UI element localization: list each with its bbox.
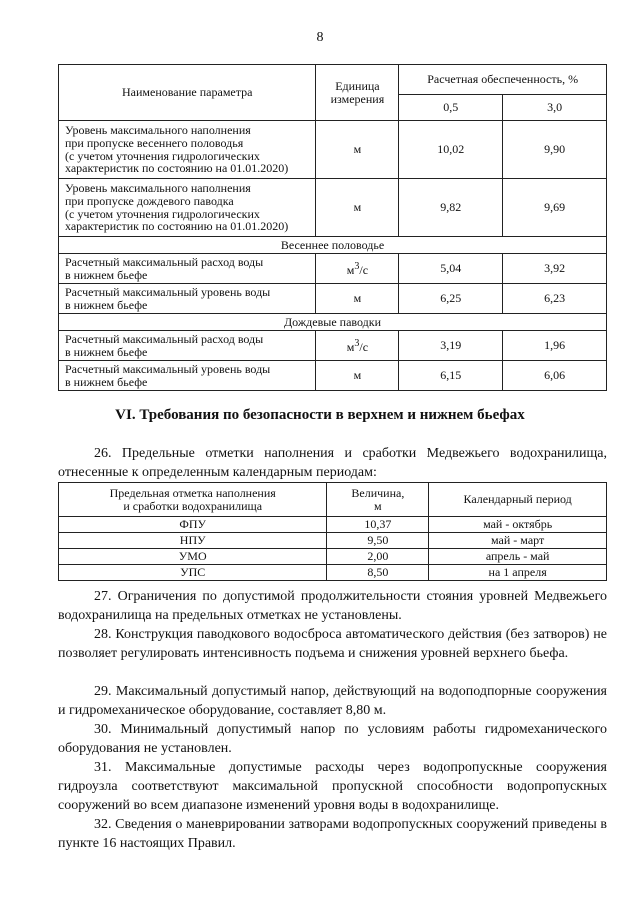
table-row [59, 179, 607, 237]
value-cell: 9,90 [503, 121, 607, 179]
table-row [59, 254, 607, 284]
paragraph-31: 31. Максимальные допустимые расходы через водопропускные сооружения гидроузла соответствуют максимальной пропускной способности водопропускных сооружений во всем диапазоне изменений уровня воды в водохранилище. [58, 760, 607, 813]
unit-cell: $м^3/с$ [316, 331, 399, 361]
table-row [59, 565, 607, 581]
param-name: Расчетный максимальный расход воды в нижнем бьефе [59, 331, 316, 361]
value-cell: 6,15 [399, 361, 503, 391]
mark-cell: ФПУ [59, 517, 327, 533]
value-cell: 10,02 [399, 121, 503, 179]
mark-cell: УМО [59, 549, 327, 565]
header-mark: Предельная отметка наполнения и сработки водохранилища [59, 483, 327, 517]
param-name: Уровень максимального наполнения при пропуске весеннего половодья (с учетом уточнения гидрологических характеристик по состоянию на 01.01.2020) [59, 121, 316, 179]
mark-cell: НПУ [59, 533, 327, 549]
period-cell: апрель - май [429, 549, 607, 565]
value-cell: 1,96 [503, 331, 607, 361]
unit-cell: м [316, 361, 399, 391]
paragraph-27: 27. Ограничения по допустимой продолжительности стояния уровней Медвежьего водохранилища на предельных отметках не установлены. [58, 589, 607, 623]
header-p05: 0,5 [399, 95, 503, 121]
page-number: 8 [316, 30, 324, 45]
header-probability: Расчетная обеспеченность, % [399, 65, 607, 95]
parameters-table [58, 64, 607, 391]
section-row [59, 237, 607, 254]
period-cell: на 1 апреля [429, 565, 607, 581]
paragraph-30: 30. Минимальный допустимый напор по условиям работы гидромеханического оборудования не установлен. [58, 722, 607, 756]
value-cell: 2,00 [327, 549, 429, 565]
table-row [59, 533, 607, 549]
value-cell: 9,50 [327, 533, 429, 549]
mark-cell: УПС [59, 565, 327, 581]
paragraph-32: 32. Сведения о маневрировании затворами водопропускных сооружений приведены в пункте 16 настоящих Правил. [58, 817, 607, 851]
header-period: Календарный период [429, 483, 607, 517]
unit-cell: $м^3/с$ [316, 254, 399, 284]
value-cell: 6,23 [503, 284, 607, 314]
section-row [59, 314, 607, 331]
table-row [59, 517, 607, 533]
param-name: Уровень максимального наполнения при пропуске дождевого паводка (с учетом уточнения гидрологических характеристик по состоянию на 01.01.2020) [59, 179, 316, 237]
value-cell: 6,06 [503, 361, 607, 391]
value-cell: 9,82 [399, 179, 503, 237]
header-p30: 3,0 [503, 95, 607, 121]
table-row [59, 549, 607, 565]
value-cell: 6,25 [399, 284, 503, 314]
paragraph-26: 26. Предельные отметки наполнения и сработки Медвежьего водохранилища, отнесенные к определенным календарным периодам: [58, 446, 607, 480]
table-row [59, 331, 607, 361]
value-cell: 5,04 [399, 254, 503, 284]
value-cell: 8,50 [327, 565, 429, 581]
unit-cell: м [316, 121, 399, 179]
unit-cell: м [316, 284, 399, 314]
table-row [59, 361, 607, 391]
param-name: Расчетный максимальный уровень воды в нижнем бьефе [59, 284, 316, 314]
value-cell: 9,69 [503, 179, 607, 237]
value-cell: 3,92 [503, 254, 607, 284]
section-heading: VI. Требования по безопасности в верхнем и нижнем бьефах [115, 407, 525, 423]
period-cell: май - октябрь [429, 517, 607, 533]
value-cell: 10,37 [327, 517, 429, 533]
value-cell: 3,19 [399, 331, 503, 361]
limit-marks-table [58, 482, 607, 581]
header-param: Наименование параметра [59, 65, 316, 121]
header-value: Величина, м [327, 483, 429, 517]
paragraph-29: 29. Максимальный допустимый напор, действующий на водоподпорные сооружения и гидромеханическое оборудование, составляет 8,80 м. [58, 684, 607, 718]
param-name: Расчетный максимальный уровень воды в нижнем бьефе [59, 361, 316, 391]
header-unit: Единица измерения [316, 65, 399, 121]
period-cell: май - март [429, 533, 607, 549]
paragraph-28: 28. Конструкция паводкового водосброса автоматического действия (без затворов) не позволяет регулировать интенсивность подъема и снижения уровней верхнего бьефа. [58, 627, 607, 661]
table-row [59, 284, 607, 314]
table-row [59, 121, 607, 179]
param-name: Расчетный максимальный расход воды в нижнем бьефе [59, 254, 316, 284]
unit-cell: м [316, 179, 399, 237]
section-title: Дождевые паводки [59, 314, 607, 331]
section-title: Весеннее половодье [59, 237, 607, 254]
